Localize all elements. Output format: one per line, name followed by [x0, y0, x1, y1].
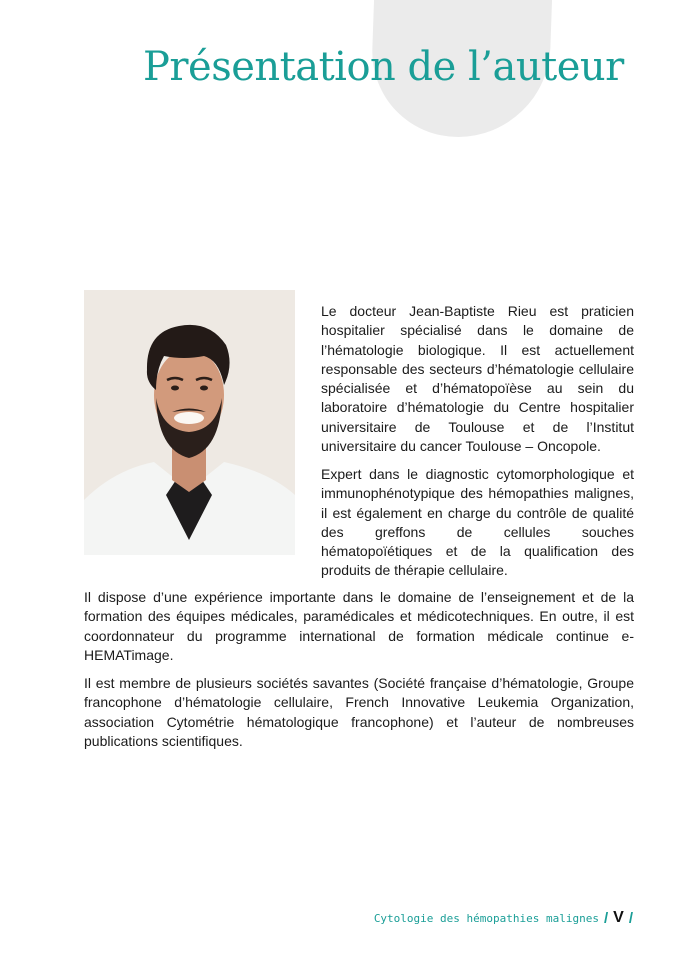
page-footer	[374, 909, 633, 927]
footer-separator: /	[603, 909, 609, 927]
footer-book-title: Cytologie des hémopathies malignes	[373, 911, 599, 925]
page-number: V	[613, 909, 624, 926]
bio-paragraph-1: Le docteur Jean-Baptiste Rieu est praticien hospitalier spécialisé dans le domaine de l’hématologie biologique. Il est actuellement responsable des secteurs d’hématologie cellulaire spécialisée et d’hématopoïèse au sein du laboratoire d’hématologie du Centre hospitalier universitaire de Toulouse et de l’Institut universitaire du cancer Toulouse – Oncopole.	[321, 303, 634, 455]
page-title: Présentation de l’auteur	[143, 44, 624, 90]
bio-paragraph-3: Il dispose d’une expérience importante dans le domaine de l’enseignement et de la formation des équipes médicales, paramédicales et médicotechniques. En outre, il est coordonnateur du programme international de formation médicale continue e-HEMATimage.	[84, 589, 634, 663]
bio-paragraph-4: Il est membre de plusieurs sociétés savantes (Société française d’hématologie, Groupe francophone d’hématologie cellulaire, French Innovative Leukemia Organization, association Cytométrie hématologique francophone) et l’auteur de nombreuses publications scientifiques.	[84, 675, 634, 749]
author-portrait-illustration	[84, 290, 295, 555]
author-photo	[84, 290, 295, 555]
bio-paragraph-2: Expert dans le diagnostic cytomorphologique et immunophénotypique des hémopathies malignes, il est également en charge du contrôle de qualité des greffons de cellules souches hématopoïétiques et de la qualification des produits de thérapie cellulaire.	[321, 466, 634, 579]
footer-separator: /	[628, 909, 633, 927]
